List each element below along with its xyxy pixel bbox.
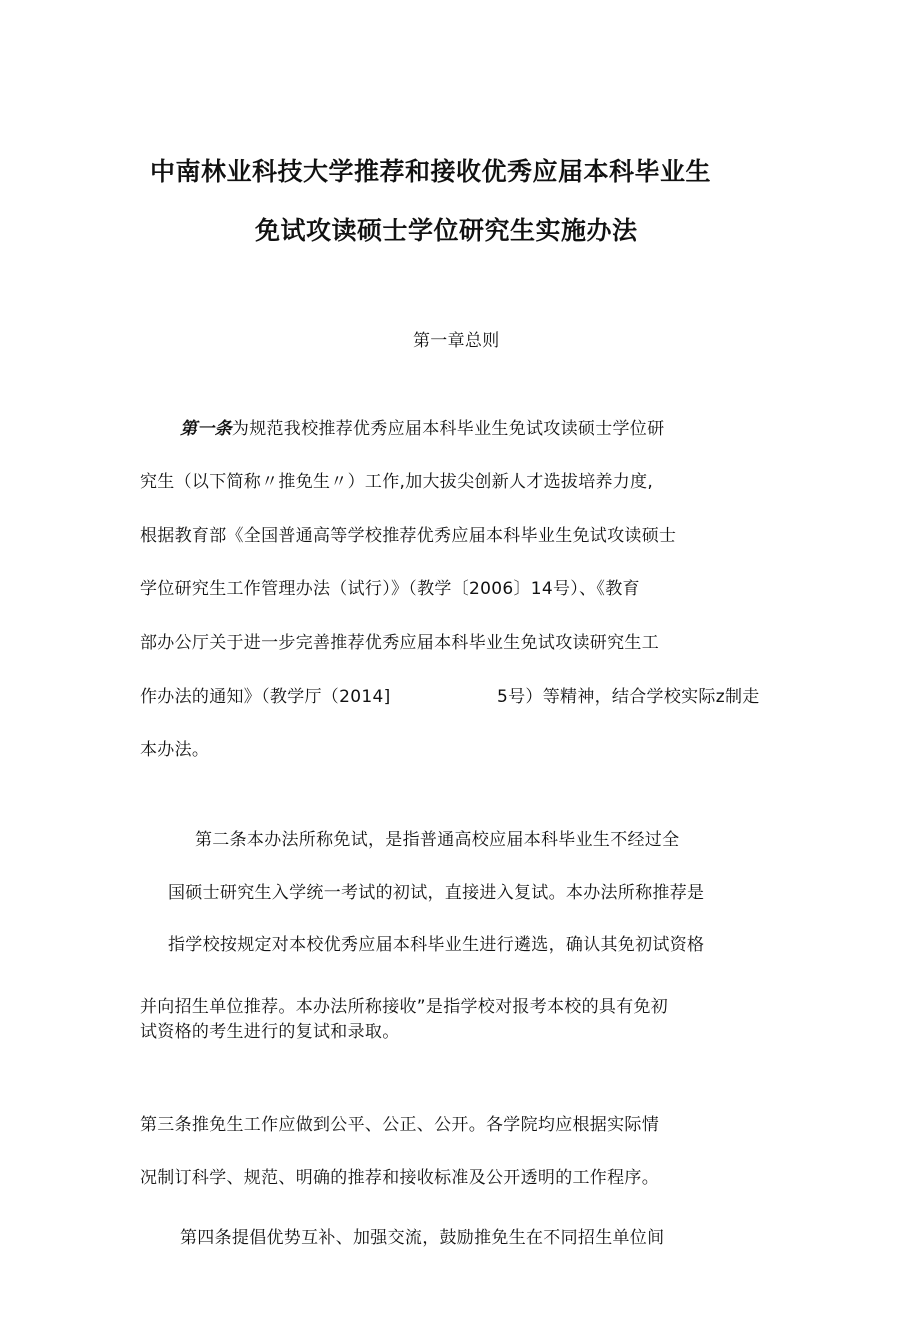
- article-1-line-6a: 作办法的通知》（教学厅（2014]: [140, 687, 391, 707]
- article-2-line-3: 指学校按规定对本校优秀应届本科毕业生进行遴选，确认其免初试资格: [168, 935, 705, 955]
- article-1-line-4: 学位研究生工作管理办法（试行）》（教学〔2006〕14号）、《教育: [140, 579, 640, 599]
- article-3-line-2: 况制订科学、规范、明确的推荐和接收标准及公开透明的工作程序。: [140, 1168, 659, 1188]
- article-2-line-1: 第二条本办法所称免试，是指普通高校应届本科毕业生不经过全: [195, 830, 680, 850]
- title-line-2: 免试攻读硕士学位研究生实施办法: [255, 216, 638, 245]
- article-2-line-4: 并向招生单位推荐。本办法所称接收”是指学校对报考本校的具有免初: [140, 997, 669, 1017]
- article-1-line-3: 根据教育部《全国普通高等学校推荐优秀应届本科毕业生免试攻读硕士: [140, 526, 677, 546]
- title-line-1: 中南林业科技大学推荐和接收优秀应届本科毕业生: [150, 157, 712, 186]
- article-1-label: 第一条: [180, 419, 232, 439]
- article-4-line-1: 第四条提倡优势互补、加强交流，鼓励推免生在不同招生单位间: [180, 1228, 665, 1248]
- article-1-line-2: 究生（以下简称〃推免生〃）工作,加大拔尖创新人才选拔培养力度,: [140, 472, 654, 492]
- article-2-line-2: 国硕士研究生入学统一考试的初试，直接进入复试。本办法所称推荐是: [168, 883, 705, 903]
- article-3-line-1: 第三条推免生工作应做到公平、公正、公开。各学院均应根据实际情: [140, 1115, 659, 1135]
- article-1-line-7: 本办法。: [140, 740, 210, 760]
- article-1-line-1-text: 为规范我校推荐优秀应届本科毕业生免试攻读硕士学位研: [231, 419, 665, 439]
- article-1-line-5: 部办公厅关于进一步完善推荐优秀应届本科毕业生免试攻读研究生工: [140, 633, 659, 653]
- chapter-heading: 第一章总则: [413, 331, 500, 351]
- article-1-line-1: [180, 418, 664, 440]
- article-1-line-6b: 5号）等精神，结合学校实际z制走: [497, 687, 760, 707]
- article-2-line-5: 试资格的考生进行的复试和录取。: [140, 1022, 400, 1042]
